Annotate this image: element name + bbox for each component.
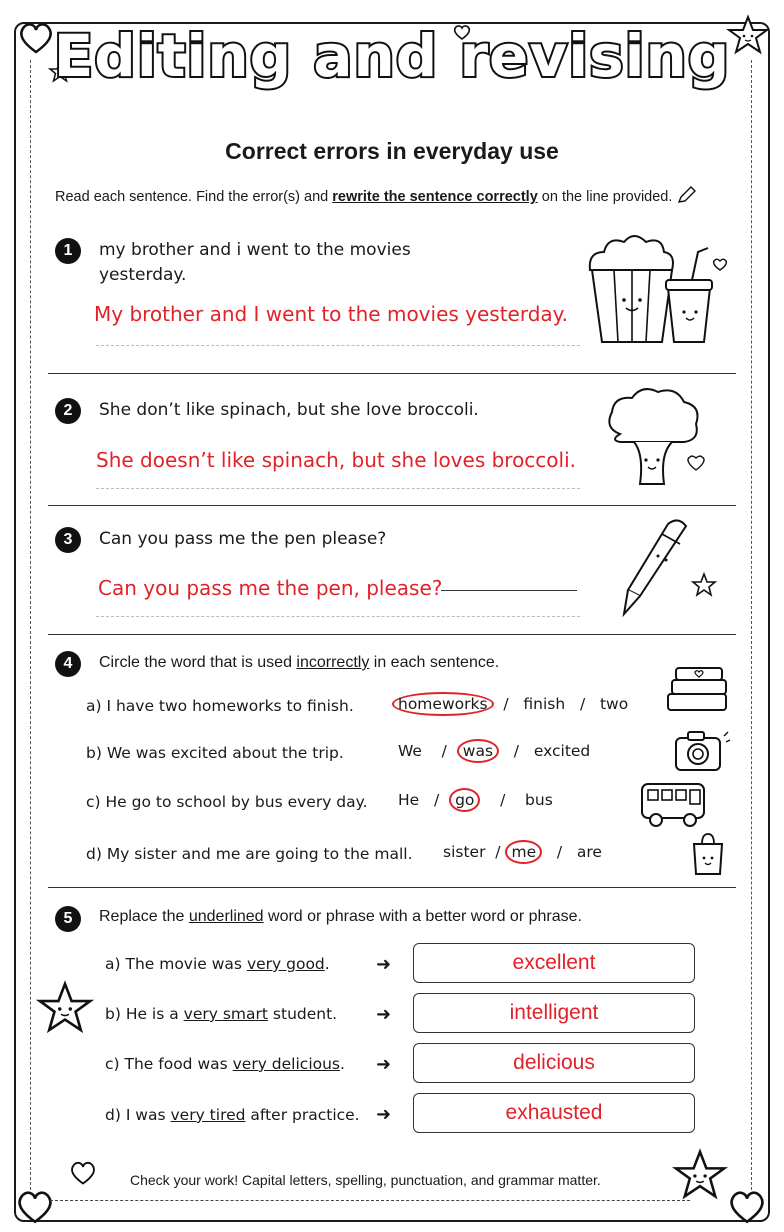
- question-number: 1: [55, 238, 81, 264]
- answer-box[interactable]: delicious: [413, 1043, 695, 1083]
- circled-option[interactable]: me: [505, 840, 542, 864]
- question-5b-sentence: b) He is a very smart student.: [105, 1005, 338, 1023]
- answer-box[interactable]: exhausted: [413, 1093, 695, 1133]
- question-3-answer: Can you pass me the pen, please?: [98, 576, 443, 600]
- question-number: 3: [55, 527, 81, 553]
- shopping-bag-icon: [688, 830, 728, 878]
- question-2-answer: She doesn’t like spinach, but she loves broccoli.: [96, 448, 577, 472]
- star-icon: [672, 1148, 728, 1204]
- pen-icon: [618, 516, 728, 620]
- option[interactable]: We: [398, 742, 422, 760]
- circled-option[interactable]: was: [457, 739, 499, 763]
- question-5c-sentence: c) The food was very delicious.: [105, 1055, 345, 1073]
- camera-icon: [672, 728, 732, 774]
- arrow-icon: ➜: [376, 1004, 392, 1025]
- question-4d-options: sister / me / are: [443, 843, 602, 861]
- star-icon: [36, 980, 94, 1038]
- answer-line: [96, 488, 580, 489]
- heart-icon: [68, 1158, 98, 1188]
- question-4c-options: He / go / bus: [398, 791, 553, 809]
- circled-option[interactable]: go: [449, 788, 480, 812]
- answer-line: [96, 345, 580, 346]
- question-4b-options: We / was / excited: [398, 742, 590, 760]
- footer-note: Check your work! Capital letters, spelling, punctuation, and grammar matter.: [130, 1172, 601, 1188]
- circled-option[interactable]: homeworks: [392, 692, 494, 716]
- question-1-answer: My brother and I went to the movies yesterday.: [94, 302, 569, 326]
- section-divider: [48, 634, 736, 635]
- question-5a-sentence: a) The movie was very good.: [105, 955, 330, 973]
- pencil-icon: [676, 186, 696, 204]
- question-4a-options: homeworks / finish / two: [392, 695, 628, 713]
- answer-box[interactable]: excellent: [413, 943, 695, 983]
- popcorn-drink-icon: [584, 230, 734, 350]
- section-divider: [48, 887, 736, 888]
- question-number: 2: [55, 398, 81, 424]
- option[interactable]: finish: [523, 695, 566, 713]
- arrow-icon: ➜: [376, 1104, 392, 1125]
- question-4c-sentence: c) He go to school by bus every day.: [86, 793, 368, 811]
- question-4-instruction: Circle the word that is used incorrectly in each sentence.: [99, 654, 500, 671]
- answer-line: [96, 616, 580, 617]
- option[interactable]: bus: [525, 791, 553, 809]
- option[interactable]: two: [599, 695, 629, 713]
- question-1-text: my brother and i went to the movies yesterday.: [99, 240, 411, 285]
- section-divider: [48, 505, 736, 506]
- option[interactable]: excited: [533, 742, 591, 760]
- heart-icon: [14, 1186, 56, 1228]
- question-4b-sentence: b) We was excited about the trip.: [86, 744, 344, 762]
- section-divider: [48, 373, 736, 374]
- option[interactable]: are: [576, 843, 602, 861]
- option[interactable]: He: [398, 791, 420, 809]
- question-number: 5: [55, 906, 81, 932]
- question-number: 4: [55, 651, 81, 677]
- footer-line: [50, 1200, 690, 1201]
- question-5-instruction: Replace the underlined word or phrase with a better word or phrase.: [99, 908, 582, 925]
- question-3-text: Can you pass me the pen please?: [99, 529, 387, 549]
- page-title: Editing and revising: [53, 22, 731, 90]
- broccoli-icon: [600, 384, 710, 494]
- books-icon: [664, 666, 734, 716]
- question-4a-sentence: a) I have two homeworks to finish.: [86, 697, 354, 715]
- question-2-text: She don’t like spinach, but she love broccoli.: [99, 400, 479, 420]
- answer-line: [441, 590, 577, 591]
- option[interactable]: sister: [443, 843, 486, 861]
- arrow-icon: ➜: [376, 954, 392, 975]
- page-subtitle: Correct errors in everyday use: [225, 138, 559, 164]
- heart-icon: [726, 1186, 768, 1228]
- question-5d-sentence: d) I was very tired after practice.: [105, 1106, 360, 1124]
- arrow-icon: ➜: [376, 1054, 392, 1075]
- instructions: Read each sentence. Find the error(s) and rewrite the sentence correctly on the line provided.: [55, 186, 696, 205]
- question-4d-sentence: d) My sister and me are going to the mall.: [86, 845, 413, 863]
- bus-icon: [638, 780, 712, 830]
- answer-box[interactable]: intelligent: [413, 993, 695, 1033]
